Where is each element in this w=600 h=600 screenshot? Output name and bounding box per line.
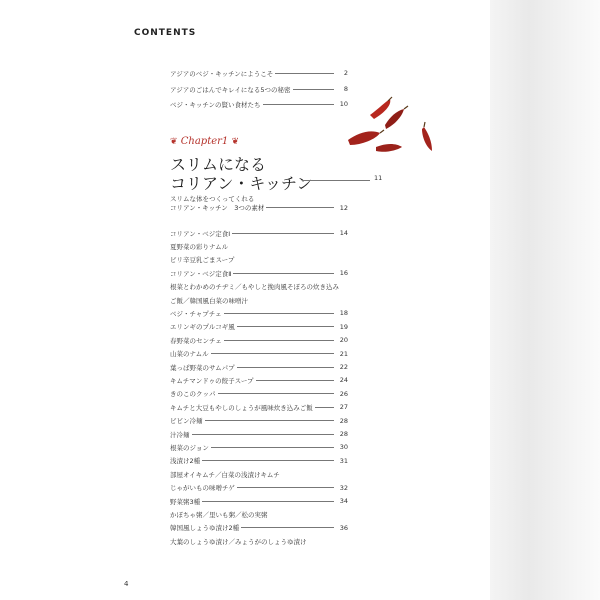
ornament-icon: ❦ [231,137,240,147]
toc-entry-label: 韓国風しょうゆ漬け2種 [170,524,240,533]
toc-entry-label: アジアのベジ・キッチンにようこそ [170,69,274,78]
toc-entry[interactable] [170,254,348,266]
toc-entry[interactable] [170,388,348,400]
toc-entry-label: コリアン・ベジ定食Ⅱ [170,269,232,278]
toc-entry[interactable] [170,482,348,494]
leader-line [266,207,334,208]
toc-entry-page: 34 [339,497,348,505]
leader-line [202,501,334,502]
leader-line [275,73,334,74]
red-pepper-illustration [340,95,445,165]
toc-entry[interactable] [170,83,348,95]
toc-entry-page: 10 [339,100,348,108]
toc-entry-page: 21 [339,349,348,358]
toc-entry-label: 夏野菜の彩りナムル [170,242,229,251]
leader-line [241,527,334,528]
toc-entry-label: かぼちゃ粥／里いも粥／松の実粥 [170,510,268,519]
toc-entry[interactable] [170,522,348,534]
toc-entry[interactable] [170,240,348,252]
toc-entry-label: ベジ・チャプチェ [170,309,222,318]
chapter-title-line1: スリムになる [170,155,267,174]
toc-entry-label: 根菜とわかめのチヂミ／もやしと挽肉風そぼろの炊き込み [170,283,339,292]
leader-line [211,447,334,448]
toc-entry[interactable] [170,267,348,279]
toc-entry-page: 18 [339,309,348,318]
toc-entry[interactable] [170,468,348,480]
toc-entry[interactable] [170,401,348,413]
toc-entry-label: 部屋オイキムチ／白菜の浅漬けキムチ [170,470,280,479]
leader-line [237,326,334,327]
toc-entry-label: コリアン・ベジ定食Ⅰ [170,229,231,238]
toc-entry[interactable] [170,508,348,520]
toc-entry[interactable] [170,455,348,467]
leader-line [302,180,370,181]
toc-entry-label: 汁冷麺 [170,430,190,439]
leader-line [218,393,335,394]
toc-entry-page: 32 [339,483,348,492]
toc-entry-label: 根菜のジョン [170,443,209,452]
toc-entry-page: 8 [343,85,348,93]
leader-line [232,233,334,234]
toc-entry-label: ベジ・キッチンの賢い食材たち [170,100,261,109]
toc-entry[interactable] [170,307,348,319]
toc-entry-label: アジアのごはんでキレイになる5つの秘密 [170,85,291,94]
leader-line [202,460,334,461]
chapter-label-text: Chapter1 [180,136,229,147]
chapter-title-line2: コリアン・キッチン [170,174,313,193]
toc-entry-label: じゃがいもの味噌チゲ [170,484,235,493]
toc-entry[interactable] [170,374,348,386]
toc-entry[interactable] [170,98,348,110]
leader-line [237,487,334,488]
toc-entry-page: 14 [339,229,348,237]
toc-entry-label: ご飯／韓国風白菜の味噌汁 [170,296,248,305]
chapter-sub-line2: コリアン・キッチン 3つの素材 [170,204,265,212]
toc-entry-page: 12 [339,203,348,212]
toc-entry[interactable] [170,441,348,453]
toc-entry[interactable] [170,348,348,360]
page-gutter [490,0,600,600]
toc-entry[interactable] [170,415,348,427]
leader-line [224,313,334,314]
toc-entry-page: 26 [339,389,348,398]
toc-entry[interactable] [170,428,348,440]
page-number: 4 [124,580,129,588]
toc-entry-label: キムチと大豆もやしのしょうが風味炊き込みご飯 [170,403,313,412]
toc-entry-page: 20 [339,336,348,345]
toc-entry-label: エリンギのプルコギ風 [170,323,235,332]
chapter-label [170,136,239,147]
toc-entry-label: ビビン冷麺 [170,417,203,426]
ornament-icon: ❦ [170,137,178,147]
toc-entry-label: 大葉のしょうゆ漬け／みょうがのしょうゆ漬け [170,537,307,546]
toc-entry-page: 22 [339,363,348,371]
toc-entry-page: 30 [339,443,348,452]
toc-entry-page: 2 [343,69,348,77]
toc-entry-label: 山菜のナムル [170,350,209,359]
toc-entry[interactable] [170,535,348,547]
toc-entry-label: ピリ辛豆乳ごまスープ [170,256,235,265]
toc-entry-page: 19 [339,322,348,331]
leader-line [256,380,335,381]
toc-entry[interactable] [170,361,348,373]
toc-entry[interactable] [170,334,348,346]
leader-line [237,367,334,368]
chapter-page: 11 [374,174,383,182]
chapter-sub-line1: スリムな体をつくってくれる [170,195,255,203]
toc-entry[interactable] [170,203,348,212]
toc-entry[interactable] [170,281,348,293]
toc-entry-page: 27 [339,403,348,412]
toc-entry-label: キムチマンドゥの餃子スープ [170,376,254,385]
toc-entry[interactable] [170,294,348,306]
toc-entry-page: 24 [339,376,348,385]
toc-entry[interactable] [170,495,348,507]
leader-line [192,434,335,435]
leader-line [211,353,334,354]
leader-line [293,89,335,90]
toc-entry-page: 28 [339,416,348,425]
leader-line [233,273,334,274]
toc-entry-label: 葉っぱ野菜のサムパプ [170,363,235,372]
toc-entry-page: 31 [339,456,348,465]
leader-line [315,407,334,408]
toc-entry-page: 36 [339,523,348,532]
leader-line [205,420,335,421]
toc-entry-page: 16 [339,269,348,278]
leader-line [263,104,334,105]
toc-entry-label: きのこのクッパ [170,390,216,399]
toc-entry-label: 野菜粥3種 [170,497,201,506]
leader-line [224,340,334,341]
toc-entry[interactable] [170,67,348,79]
contents-title: CONTENTS [134,28,197,38]
toc-entry-page: 28 [339,430,348,438]
toc-entry[interactable] [170,227,348,239]
toc-entry-label: 春野菜のセンチェ [170,336,222,345]
toc-entry[interactable] [170,321,348,333]
toc-entry-label: 浅漬け2種 [170,457,201,466]
